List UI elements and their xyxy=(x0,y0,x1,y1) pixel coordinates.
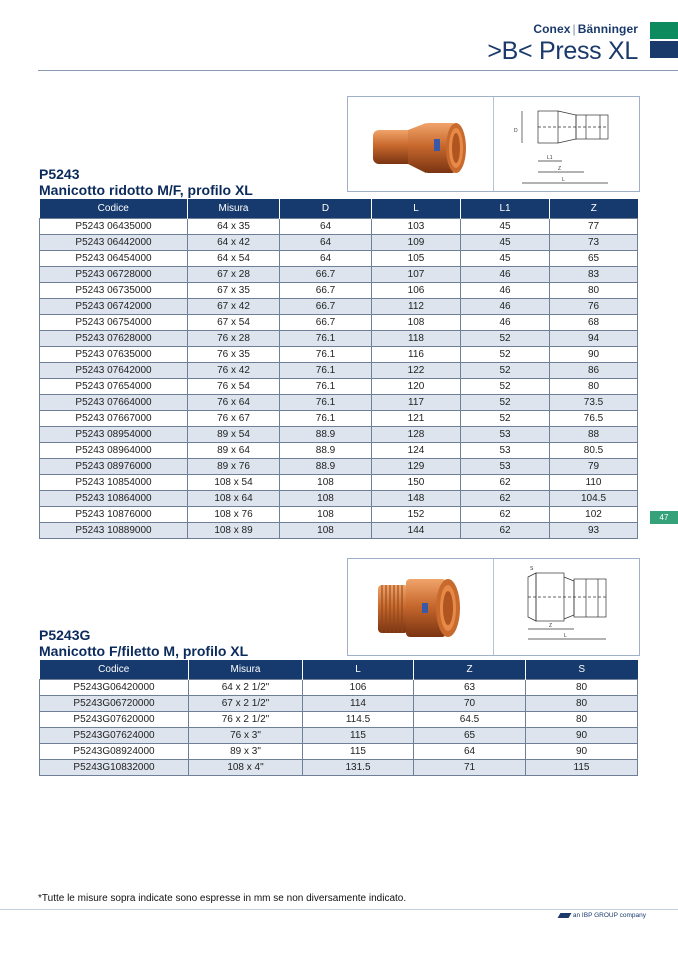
table-cell: 89 x 76 xyxy=(188,459,280,475)
table-cell: 90 xyxy=(550,347,638,363)
table-cell: 118 xyxy=(372,331,461,347)
dim-label-z: Z xyxy=(558,166,562,172)
table-cell: 115 xyxy=(303,744,414,760)
table-row xyxy=(40,443,638,459)
table-cell: 108 x 89 xyxy=(188,523,280,539)
table-row xyxy=(40,379,638,395)
table-header-row xyxy=(40,199,638,219)
table-cell: 93 xyxy=(550,523,638,539)
table-cell: 108 xyxy=(280,523,372,539)
table-row xyxy=(40,315,638,331)
table-row xyxy=(40,363,638,379)
table-cell: 73.5 xyxy=(550,395,638,411)
table-cell: 88.9 xyxy=(280,427,372,443)
table-cell: 124 xyxy=(372,443,461,459)
table-cell: 106 xyxy=(303,680,414,696)
section-1-title: Manicotto ridotto M/F, profilo XL xyxy=(39,182,253,198)
green-tab xyxy=(650,22,678,39)
table-p5243 xyxy=(39,199,638,539)
section-2-code: P5243G xyxy=(39,627,91,643)
section-1-heading xyxy=(39,166,253,198)
table-cell: 46 xyxy=(461,283,550,299)
table-row xyxy=(40,251,638,267)
table-cell: P5243 06435000 xyxy=(40,219,188,235)
table-cell: P5243 07635000 xyxy=(40,347,188,363)
table-cell: P5243 06754000 xyxy=(40,315,188,331)
column-header: L xyxy=(372,199,461,219)
table-cell: 144 xyxy=(372,523,461,539)
threaded-coupling-photo xyxy=(348,559,493,655)
table-cell: 86 xyxy=(550,363,638,379)
table-cell: 66.7 xyxy=(280,315,372,331)
table-cell: 117 xyxy=(372,395,461,411)
reducer-photo xyxy=(348,97,493,191)
table-cell: 76.1 xyxy=(280,347,372,363)
table-cell: 116 xyxy=(372,347,461,363)
table-cell: P5243G07624000 xyxy=(40,728,189,744)
table-cell: P5243 07654000 xyxy=(40,379,188,395)
table-cell: P5243 07664000 xyxy=(40,395,188,411)
table-cell: P5243 10889000 xyxy=(40,523,188,539)
table-cell: 89 x 64 xyxy=(188,443,280,459)
table-cell: 67 x 2 1/2" xyxy=(189,696,303,712)
table-cell: P5243 06442000 xyxy=(40,235,188,251)
table-cell: 65 xyxy=(550,251,638,267)
table-cell: 76.1 xyxy=(280,331,372,347)
table-cell: 76 x 28 xyxy=(188,331,280,347)
table-cell: 76.1 xyxy=(280,363,372,379)
table-cell: P5243 06728000 xyxy=(40,267,188,283)
table-cell: 108 x 54 xyxy=(188,475,280,491)
table-row xyxy=(40,427,638,443)
table-cell: 67 x 54 xyxy=(188,315,280,331)
dim-label-s: S xyxy=(530,566,534,572)
table-cell: 76.1 xyxy=(280,411,372,427)
table-cell: 52 xyxy=(461,331,550,347)
table-cell: 45 xyxy=(461,235,550,251)
table-row xyxy=(40,712,638,728)
table-cell: 45 xyxy=(461,219,550,235)
table-cell: 67 x 42 xyxy=(188,299,280,315)
table-cell: 52 xyxy=(461,411,550,427)
header-divider xyxy=(38,70,678,71)
table-cell: 52 xyxy=(461,363,550,379)
table-cell: 83 xyxy=(550,267,638,283)
table-cell: 76 x 54 xyxy=(188,379,280,395)
table-cell: 106 xyxy=(372,283,461,299)
table-cell: 114.5 xyxy=(303,712,414,728)
column-header: D xyxy=(280,199,372,219)
table-cell: 64 xyxy=(280,251,372,267)
table-row xyxy=(40,235,638,251)
table-cell: 152 xyxy=(372,507,461,523)
table-cell: 90 xyxy=(526,744,638,760)
table-cell: 64 x 2 1/2" xyxy=(189,680,303,696)
table-cell: 71 xyxy=(414,760,526,776)
table-row xyxy=(40,267,638,283)
table-cell: 53 xyxy=(461,459,550,475)
table-cell: 76 x 35 xyxy=(188,347,280,363)
table-cell: 150 xyxy=(372,475,461,491)
section-1-code: P5243 xyxy=(39,166,80,182)
column-header: L xyxy=(303,660,414,680)
table-cell: 108 x 4" xyxy=(189,760,303,776)
table-cell: P5243 08964000 xyxy=(40,443,188,459)
column-header: Z xyxy=(414,660,526,680)
table-cell: 67 x 28 xyxy=(188,267,280,283)
table-cell: 121 xyxy=(372,411,461,427)
table-cell: 88.9 xyxy=(280,459,372,475)
table-cell: 66.7 xyxy=(280,283,372,299)
table-cell: 108 xyxy=(280,507,372,523)
table-cell: 46 xyxy=(461,267,550,283)
table-cell: 148 xyxy=(372,491,461,507)
table-cell: 80 xyxy=(550,283,638,299)
table-cell: 70 xyxy=(414,696,526,712)
table-cell: 46 xyxy=(461,299,550,315)
table-cell: 73 xyxy=(550,235,638,251)
section-2-title: Manicotto F/filetto M, profilo XL xyxy=(39,643,249,659)
table-cell: 62 xyxy=(461,507,550,523)
table-cell: 76 x 64 xyxy=(188,395,280,411)
table-row xyxy=(40,507,638,523)
table-cell: 62 xyxy=(461,475,550,491)
table-cell: P5243G08924000 xyxy=(40,744,189,760)
table-cell: 53 xyxy=(461,427,550,443)
table-cell: 64 xyxy=(280,219,372,235)
navy-tab xyxy=(650,41,678,58)
table-cell: 94 xyxy=(550,331,638,347)
table-cell: 45 xyxy=(461,251,550,267)
table-cell: 80.5 xyxy=(550,443,638,459)
table-cell: 76.5 xyxy=(550,411,638,427)
table-cell: 80 xyxy=(526,696,638,712)
table-row xyxy=(40,728,638,744)
table-cell: P5243 10854000 xyxy=(40,475,188,491)
table-cell: P5243G06720000 xyxy=(40,696,189,712)
table-row xyxy=(40,459,638,475)
table-cell: P5243 06735000 xyxy=(40,283,188,299)
table-cell: 115 xyxy=(526,760,638,776)
dim-label-z: Z xyxy=(549,623,553,629)
table-cell: 88.9 xyxy=(280,443,372,459)
brand-separator: | xyxy=(572,22,576,36)
table-cell: 76 x 67 xyxy=(188,411,280,427)
table-cell: 107 xyxy=(372,267,461,283)
dim-label-l1: L1 xyxy=(547,155,553,161)
company-tagline: an IBP GROUP company xyxy=(572,912,646,919)
table-row xyxy=(40,395,638,411)
column-header: Z xyxy=(550,199,638,219)
table-row xyxy=(40,411,638,427)
table-cell: 64 xyxy=(414,744,526,760)
table-p5243g xyxy=(39,660,638,776)
ibp-group-mark xyxy=(559,912,646,919)
brand-name xyxy=(487,22,638,36)
column-header: Codice xyxy=(40,199,188,219)
brand-banninger: Bänninger xyxy=(577,22,638,36)
table-row xyxy=(40,299,638,315)
table-cell: P5243G10832000 xyxy=(40,760,189,776)
table-row xyxy=(40,219,638,235)
table-cell: 108 xyxy=(280,475,372,491)
table-cell: 110 xyxy=(550,475,638,491)
page-number-badge: 47 xyxy=(650,511,678,524)
column-header: L1 xyxy=(461,199,550,219)
table-cell: 64 x 42 xyxy=(188,235,280,251)
table-cell: 108 xyxy=(372,315,461,331)
table-row xyxy=(40,680,638,696)
table-row xyxy=(40,283,638,299)
table-cell: 131.5 xyxy=(303,760,414,776)
table-cell: 52 xyxy=(461,395,550,411)
table-cell: P5243 07642000 xyxy=(40,363,188,379)
table-cell: P5243 10876000 xyxy=(40,507,188,523)
table-cell: 76.1 xyxy=(280,379,372,395)
table-cell: 104.5 xyxy=(550,491,638,507)
table-cell: 80 xyxy=(526,680,638,696)
table-cell: 52 xyxy=(461,379,550,395)
table-cell: 46 xyxy=(461,315,550,331)
dim-label-l: L xyxy=(564,633,567,639)
table-row xyxy=(40,696,638,712)
table-cell: 76 x 42 xyxy=(188,363,280,379)
table-cell: 67 x 35 xyxy=(188,283,280,299)
product-line-title: >B< Press XL xyxy=(487,37,638,65)
product-image-box-2 xyxy=(347,558,640,656)
table-row xyxy=(40,523,638,539)
brand-logo xyxy=(487,22,638,66)
table-cell: 53 xyxy=(461,443,550,459)
table-cell: P5243G07620000 xyxy=(40,712,189,728)
table-cell: 64 xyxy=(280,235,372,251)
table-cell: 88 xyxy=(550,427,638,443)
footer-divider xyxy=(0,909,678,910)
table-cell: 90 xyxy=(526,728,638,744)
table-cell: 64 x 54 xyxy=(188,251,280,267)
table-cell: 62 xyxy=(461,491,550,507)
column-header: Misura xyxy=(188,199,280,219)
table-cell: 109 xyxy=(372,235,461,251)
table-cell: 63 xyxy=(414,680,526,696)
table-cell: 129 xyxy=(372,459,461,475)
table-cell: 89 x 54 xyxy=(188,427,280,443)
table-cell: 77 xyxy=(550,219,638,235)
dim-label-d: D xyxy=(514,128,518,134)
table-cell: 122 xyxy=(372,363,461,379)
table-cell: 76 x 2 1/2" xyxy=(189,712,303,728)
table-cell: 102 xyxy=(550,507,638,523)
brand-conex: Conex xyxy=(533,22,571,36)
table-cell: P5243 06454000 xyxy=(40,251,188,267)
product-image-box-1 xyxy=(347,96,640,192)
table-row xyxy=(40,760,638,776)
table-cell: 128 xyxy=(372,427,461,443)
table-row xyxy=(40,744,638,760)
table-cell: 108 x 76 xyxy=(188,507,280,523)
table-cell: P5243 07667000 xyxy=(40,411,188,427)
table-cell: P5243G06420000 xyxy=(40,680,189,696)
table-cell: 112 xyxy=(372,299,461,315)
dim-label-l: L xyxy=(562,177,565,183)
table-cell: 66.7 xyxy=(280,267,372,283)
footnote: *Tutte le misure sopra indicate sono espresse in mm se non diversamente indicato. xyxy=(38,893,407,904)
table-cell: 79 xyxy=(550,459,638,475)
table-cell: 120 xyxy=(372,379,461,395)
table-cell: 76.1 xyxy=(280,395,372,411)
column-header: Codice xyxy=(40,660,189,680)
table-cell: P5243 10864000 xyxy=(40,491,188,507)
table-cell: 114 xyxy=(303,696,414,712)
table-cell: 80 xyxy=(550,379,638,395)
color-tabs xyxy=(650,22,678,58)
table-cell: 80 xyxy=(526,712,638,728)
column-header: S xyxy=(526,660,638,680)
column-header: Misura xyxy=(189,660,303,680)
table-cell: 115 xyxy=(303,728,414,744)
table-cell: 108 xyxy=(280,491,372,507)
table-cell: 68 xyxy=(550,315,638,331)
table-cell: 103 xyxy=(372,219,461,235)
table-cell: P5243 08976000 xyxy=(40,459,188,475)
table-row xyxy=(40,475,638,491)
table-cell: 52 xyxy=(461,347,550,363)
table-cell: 89 x 3" xyxy=(189,744,303,760)
table-cell: 108 x 64 xyxy=(188,491,280,507)
table-row xyxy=(40,491,638,507)
table-row xyxy=(40,331,638,347)
table-row xyxy=(40,347,638,363)
table-cell: 105 xyxy=(372,251,461,267)
section-2-heading xyxy=(39,627,248,659)
table-cell: 66.7 xyxy=(280,299,372,315)
table-cell: P5243 08954000 xyxy=(40,427,188,443)
reducer-technical-drawing xyxy=(494,97,639,191)
table-cell: P5243 06742000 xyxy=(40,299,188,315)
table-cell: 64.5 xyxy=(414,712,526,728)
table-cell: 76 x 3" xyxy=(189,728,303,744)
table-cell: 64 x 35 xyxy=(188,219,280,235)
table-cell: 62 xyxy=(461,523,550,539)
ibp-logo-icon xyxy=(557,913,571,918)
table-cell: P5243 07628000 xyxy=(40,331,188,347)
table-header-row xyxy=(40,660,638,680)
table-cell: 65 xyxy=(414,728,526,744)
threaded-coupling-technical-drawing xyxy=(494,559,639,655)
table-cell: 76 xyxy=(550,299,638,315)
